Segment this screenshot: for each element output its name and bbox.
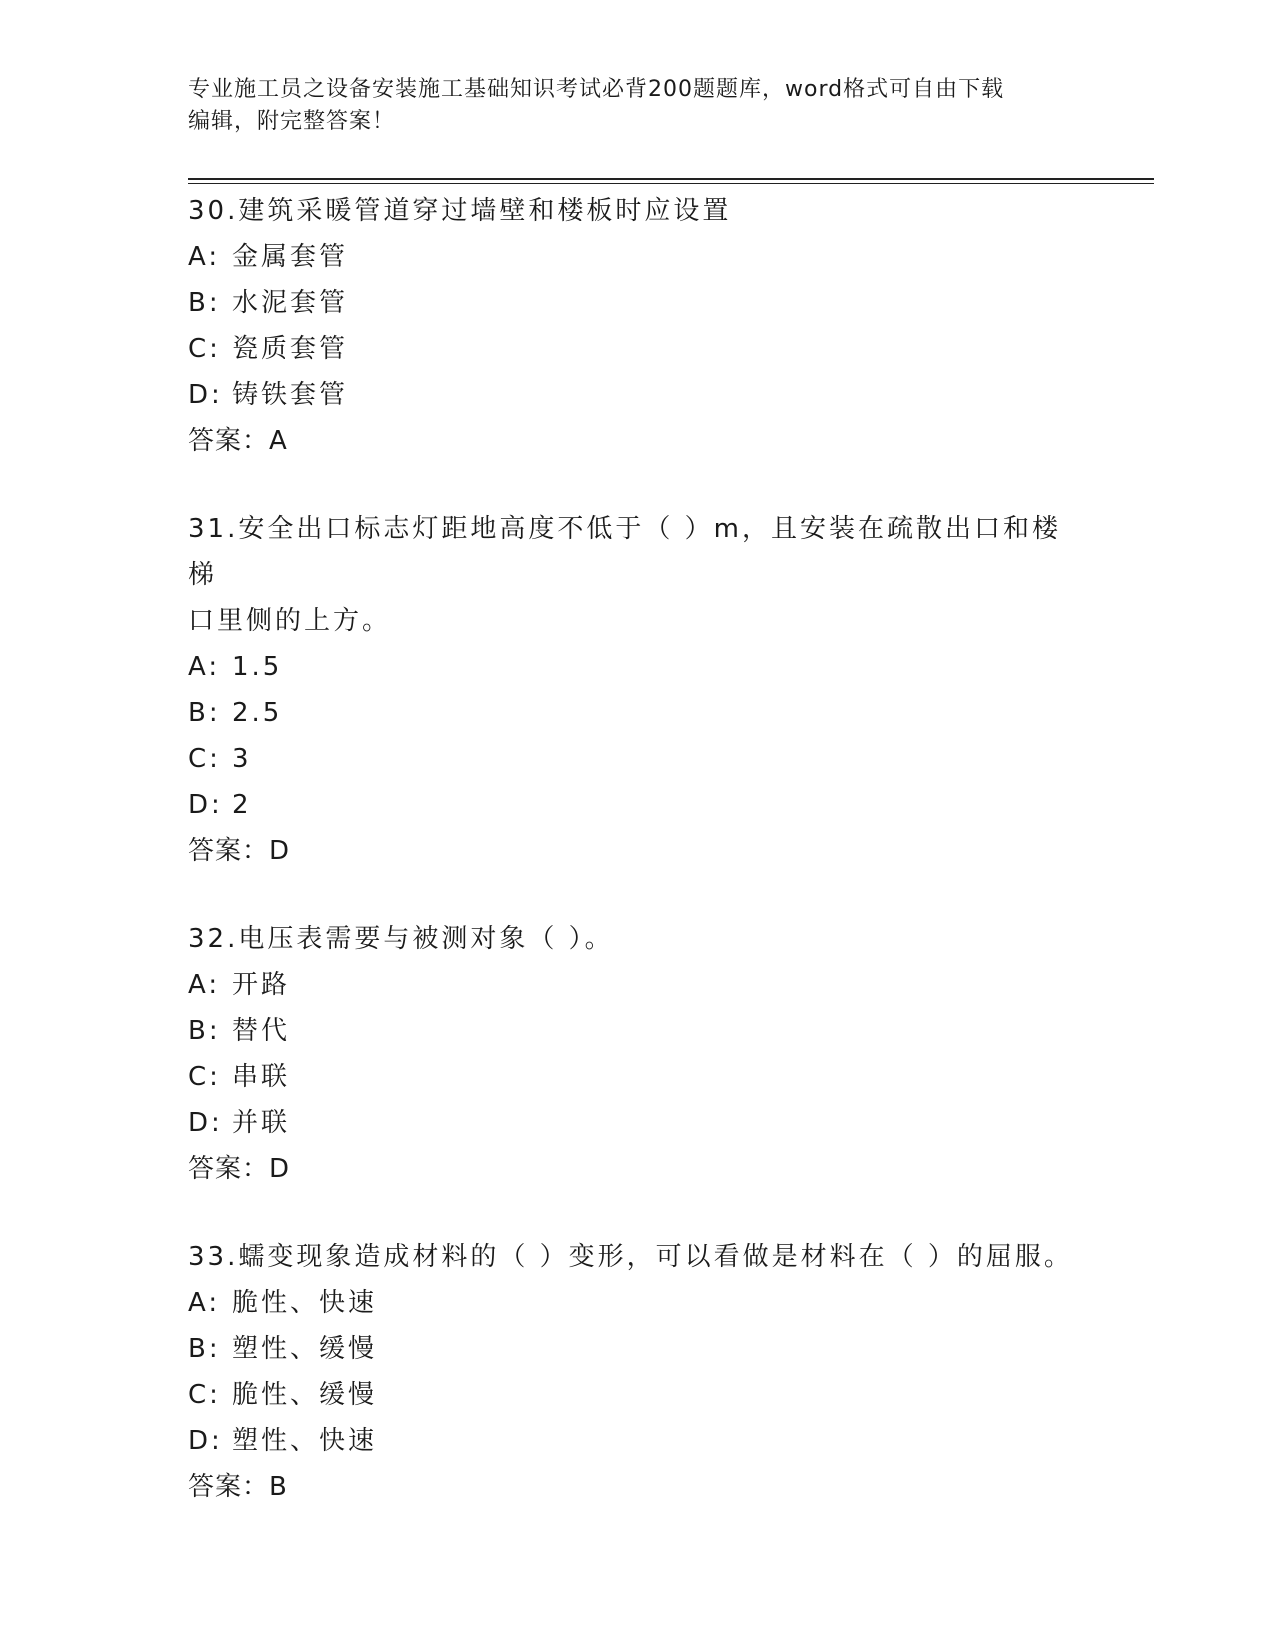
question-33	[188, 1234, 1088, 1510]
option-key: A:	[188, 1288, 221, 1318]
option-key: C:	[188, 744, 221, 774]
option-c	[188, 1054, 1088, 1100]
option-a	[188, 644, 1088, 690]
option-c	[188, 736, 1088, 782]
option-text: 3	[232, 744, 252, 774]
option-key: A:	[188, 242, 221, 272]
question-30	[188, 188, 1088, 464]
question-stem-line-2: 口里侧的上方。	[188, 606, 392, 636]
option-d	[188, 1100, 1088, 1146]
header-divider-thick	[188, 178, 1154, 180]
option-key: D:	[188, 1108, 223, 1138]
option-text: 串联	[232, 1062, 291, 1092]
option-key: A:	[188, 652, 221, 682]
option-key: C:	[188, 1380, 221, 1410]
option-text: 塑性、快速	[232, 1426, 378, 1456]
option-a	[188, 1280, 1088, 1326]
option-c	[188, 1372, 1088, 1418]
option-d	[188, 372, 1088, 418]
document-header	[188, 74, 1088, 138]
option-text: 水泥套管	[232, 288, 349, 318]
option-key: D:	[188, 380, 223, 410]
option-text: 替代	[232, 1016, 291, 1046]
question-stem: 30.建筑采暖管道穿过墙壁和楼板时应设置	[188, 196, 732, 226]
answer-line: 答案：D	[188, 1154, 291, 1184]
option-key: B:	[188, 1016, 221, 1046]
option-text: 开路	[232, 970, 291, 1000]
option-text: 瓷质套管	[232, 334, 349, 364]
option-text: 脆性、缓慢	[232, 1380, 378, 1410]
option-d	[188, 1418, 1088, 1464]
option-text: 并联	[232, 1108, 291, 1138]
answer-line: 答案：D	[188, 836, 291, 866]
option-text: 2.5	[232, 698, 283, 728]
option-text: 1.5	[232, 652, 283, 682]
option-text: 塑性、缓慢	[232, 1334, 378, 1364]
option-key: C:	[188, 1062, 221, 1092]
option-key: D:	[188, 1426, 223, 1456]
option-key: B:	[188, 698, 221, 728]
question-stem: 32.电压表需要与被测对象（ ）。	[188, 924, 614, 954]
question-31	[188, 506, 1088, 874]
option-text: 2	[232, 790, 252, 820]
header-divider-thin	[188, 183, 1154, 184]
option-key: D:	[188, 790, 223, 820]
question-stem-line-1: 31.安全出口标志灯距地高度不低于（ ）m，且安装在疏散出口和楼梯	[188, 514, 1061, 590]
option-key: C:	[188, 334, 221, 364]
question-32	[188, 916, 1088, 1192]
option-b	[188, 690, 1088, 736]
option-b	[188, 1326, 1088, 1372]
option-text: 铸铁套管	[232, 380, 349, 410]
option-a	[188, 234, 1088, 280]
header-title-line-2: 编辑，附完整答案！	[188, 109, 396, 134]
option-b	[188, 280, 1088, 326]
question-list	[188, 188, 1088, 1552]
option-text: 金属套管	[232, 242, 349, 272]
answer-line: 答案：B	[188, 1472, 288, 1502]
option-b	[188, 1008, 1088, 1054]
header-title-line-1: 专业施工员之设备安装施工基础知识考试必背200题题库，word格式可自由下载	[188, 77, 1005, 102]
option-key: B:	[188, 1334, 221, 1364]
answer-line: 答案：A	[188, 426, 288, 456]
question-stem: 33.蠕变现象造成材料的（ ）变形，可以看做是材料在（ ）的屈服。	[188, 1242, 1073, 1272]
option-text: 脆性、快速	[232, 1288, 378, 1318]
option-c	[188, 326, 1088, 372]
option-key: A:	[188, 970, 221, 1000]
option-key: B:	[188, 288, 221, 318]
option-a	[188, 962, 1088, 1008]
option-d	[188, 782, 1088, 828]
